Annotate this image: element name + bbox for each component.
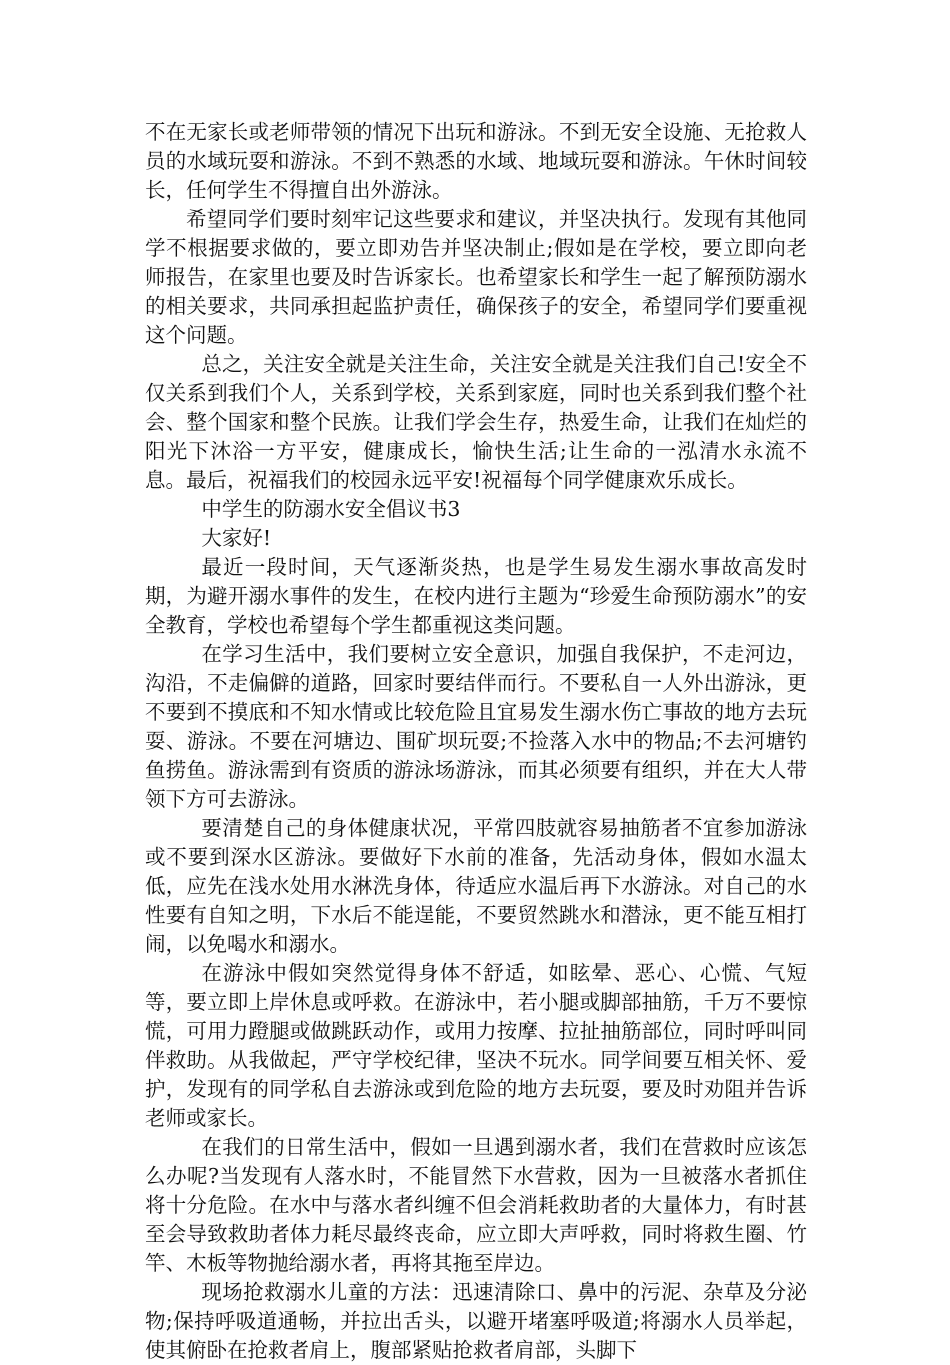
document-page (145, 118, 807, 1365)
paragraph-6: 要清楚自己的身体健康状况，平常四肢就容易抽筋者不宜参加游泳或不要到深水区游泳。要做好下水前的准备，先活动身体，假如水温太低，应先在浅水处用水淋洗身体，待适应水温后再下水游泳。对自己的水性要有自知之明，下水后不能逞能，不要贸然跳水和潜泳，更不能互相打闹，以免喝水和溺水。 (145, 816, 807, 956)
paragraph-5: 在学习生活中，我们要树立安全意识，加强自我保护，不走河边，沟沿，不走偏僻的道路，回家时要结伴而行。不要私自一人外出游泳，更不要到不摸底和不知水情或比较危险且宜易发生溺水伤亡事故的地方去玩耍、游泳。不要在河塘边、围矿坝玩耍;不捡落入水中的物品;不去河塘钓鱼捞鱼。游泳需到有资质的游泳场游泳，而其必须要有组织，并在大人带领下方可去游泳。 (145, 642, 807, 811)
paragraph-3: 总之，关注安全就是关注生命，关注安全就是关注我们自己!安全不仅关系到我们个人，关系到学校，关系到家庭，同时也关系到我们整个社会、整个国家和整个民族。让我们学会生存，热爱生命，让我们在灿烂的阳光下沐浴一方平安，健康成长，愉快生活;让生命的一泓清水永流不息。最后，祝福我们的校园永远平安!祝福每个同学健康欢乐成长。 (145, 352, 807, 492)
section-heading: 中学生的防溺水安全倡议书3 (201, 497, 461, 521)
paragraph-4: 最近一段时间，天气逐渐炎热，也是学生易发生溺水事故高发时期，为避开溺水事件的发生，在校内进行主题为“珍爱生命预防溺水”的安全教育，学校也希望每个学生都重视这类问题。 (145, 555, 807, 637)
paragraph-2: 希望同学们要时刻牢记这些要求和建议，并坚决执行。发现有其他同学不根据要求做的，要立即劝告并坚决制止;假如是在学校，要立即向老师报告，在家里也要及时告诉家长。也希望家长和学生一起了解预防溺水的相关要求，共同承担起监护责任，确保孩子的安全，希望同学们要重视这个问题。 (145, 207, 807, 347)
paragraph-9: 现场抢救溺水儿童的方法：迅速清除口、鼻中的污泥、杂草及分泌物;保持呼吸道通畅，并拉出舌头，以避开堵塞呼吸道;将溺水人员举起，使其俯卧在抢救者肩上，腹部紧贴抢救者肩部，头脚下 (145, 1280, 807, 1362)
paragraph-1: 不在无家长或老师带领的情况下出玩和游泳。不到无安全设施、无抢救人员的水域玩耍和游泳。不到不熟悉的水域、地域玩耍和游泳。午休时间较长，任何学生不得擅自出外游泳。 (145, 120, 807, 202)
paragraph-7: 在游泳中假如突然觉得身体不舒适，如眩晕、恶心、心慌、气短等，要立即上岸休息或呼救。在游泳中，若小腿或脚部抽筋，千万不要惊慌，可用力蹬腿或做跳跃动作，或用力按摩、拉扯抽筋部位，同时呼叫同伴救助。从我做起，严守学校纪律，坚决不玩水。同学间要互相关怀、爱护，发现有的同学私自去游泳或到危险的地方去玩耍，要及时劝阻并告诉老师或家长。 (145, 961, 807, 1130)
paragraph-8: 在我们的日常生活中，假如一旦遇到溺水者，我们在营救时应该怎么办呢?当发现有人落水时，不能冒然下水营救，因为一旦被落水者抓住将十分危险。在水中与落水者纠缠不但会消耗救助者的大量体力，有时甚至会导致救助者体力耗尽最终丧命，应立即大声呼救，同时将救生圈、竹竿、木板等物抛给溺水者，再将其拖至岸边。 (145, 1135, 807, 1275)
greeting: 大家好! (201, 526, 272, 550)
